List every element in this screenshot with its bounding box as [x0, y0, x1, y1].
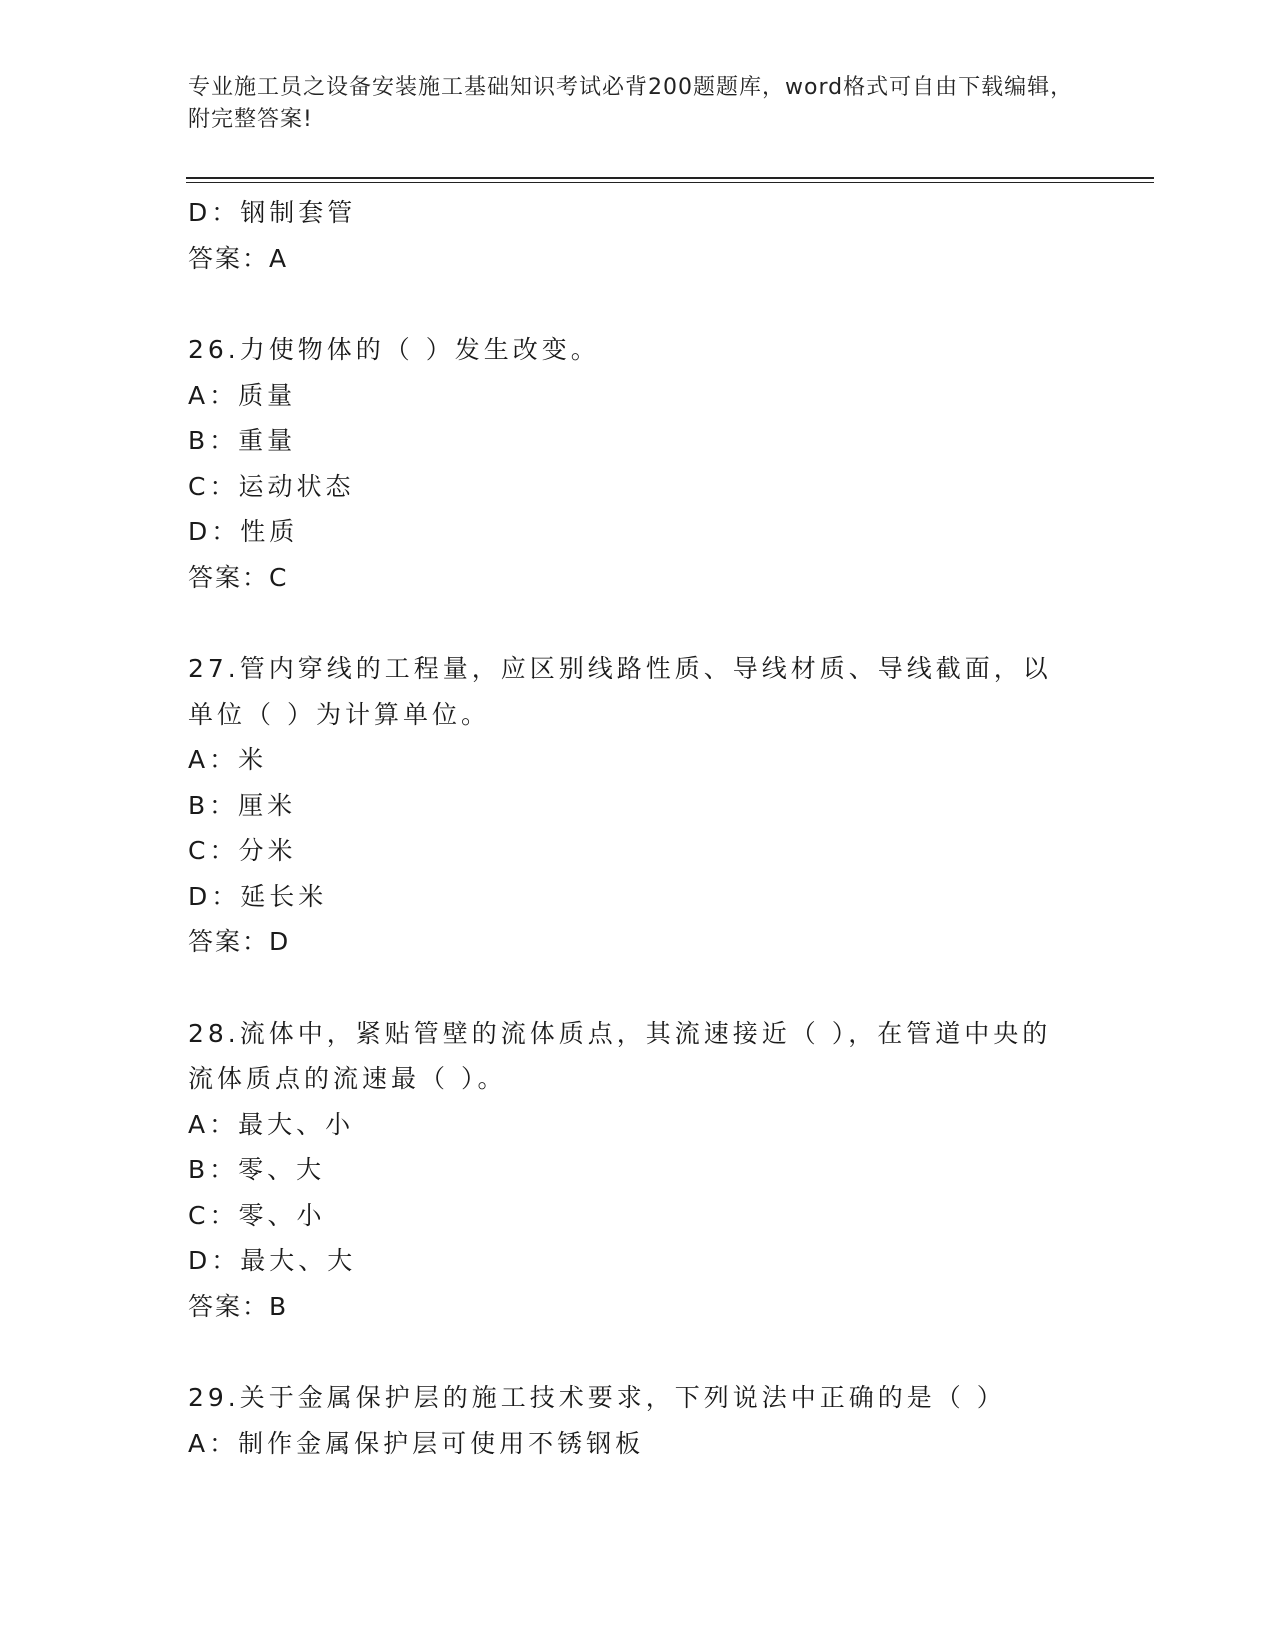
option-a: A：最大、小	[188, 1109, 355, 1139]
question-29	[188, 1375, 1118, 1466]
header-divider-thin	[186, 182, 1154, 183]
question-26	[188, 327, 1118, 600]
option-d: D：最大、大	[188, 1246, 357, 1275]
question-text: 28.流体中，紧贴管壁的流体质点，其流速接近（ ），在管道中央的流体质点的流速最（ ）。	[188, 1018, 1052, 1093]
option-a: A：制作金属保护层可使用不锈钢板	[188, 1428, 645, 1458]
option-b: B：重量	[188, 426, 297, 455]
carryover-block	[188, 190, 1118, 281]
question-list	[188, 190, 1118, 1466]
option-a: A：米	[188, 745, 268, 774]
option-d: D：延长米	[188, 881, 328, 911]
option-b: B：零、大	[188, 1155, 326, 1184]
option-a: A：质量	[188, 380, 297, 410]
question-text: 27.管内穿线的工程量，应区别线路性质、导线材质、导线截面，以单位（ ）为计算单位。	[188, 654, 1052, 729]
question-27	[188, 646, 1118, 965]
question-28	[188, 1011, 1118, 1330]
option-c: C：零、小	[188, 1200, 326, 1230]
question-text: 26.力使物体的（ ）发生改变。	[188, 335, 600, 364]
option-d: D：钢制套管	[188, 198, 357, 227]
option-c: C：分米	[188, 836, 297, 865]
option-d: D：性质	[188, 517, 299, 546]
header-divider-thick	[186, 177, 1154, 179]
answer-line: 答案：D	[188, 927, 291, 956]
page-header-title: 专业施工员之设备安装施工基础知识考试必背200题题库，word格式可自由下载编辑，附完整答案!	[188, 75, 1074, 132]
answer-line: 答案：C	[188, 562, 289, 592]
option-c: C：运动状态	[188, 471, 355, 501]
option-b: B：厘米	[188, 790, 297, 820]
question-text: 29.关于金属保护层的施工技术要求，下列说法中正确的是（ ）	[188, 1383, 1006, 1412]
answer-line: 答案：A	[188, 243, 289, 273]
answer-line: 答案：B	[188, 1291, 289, 1321]
